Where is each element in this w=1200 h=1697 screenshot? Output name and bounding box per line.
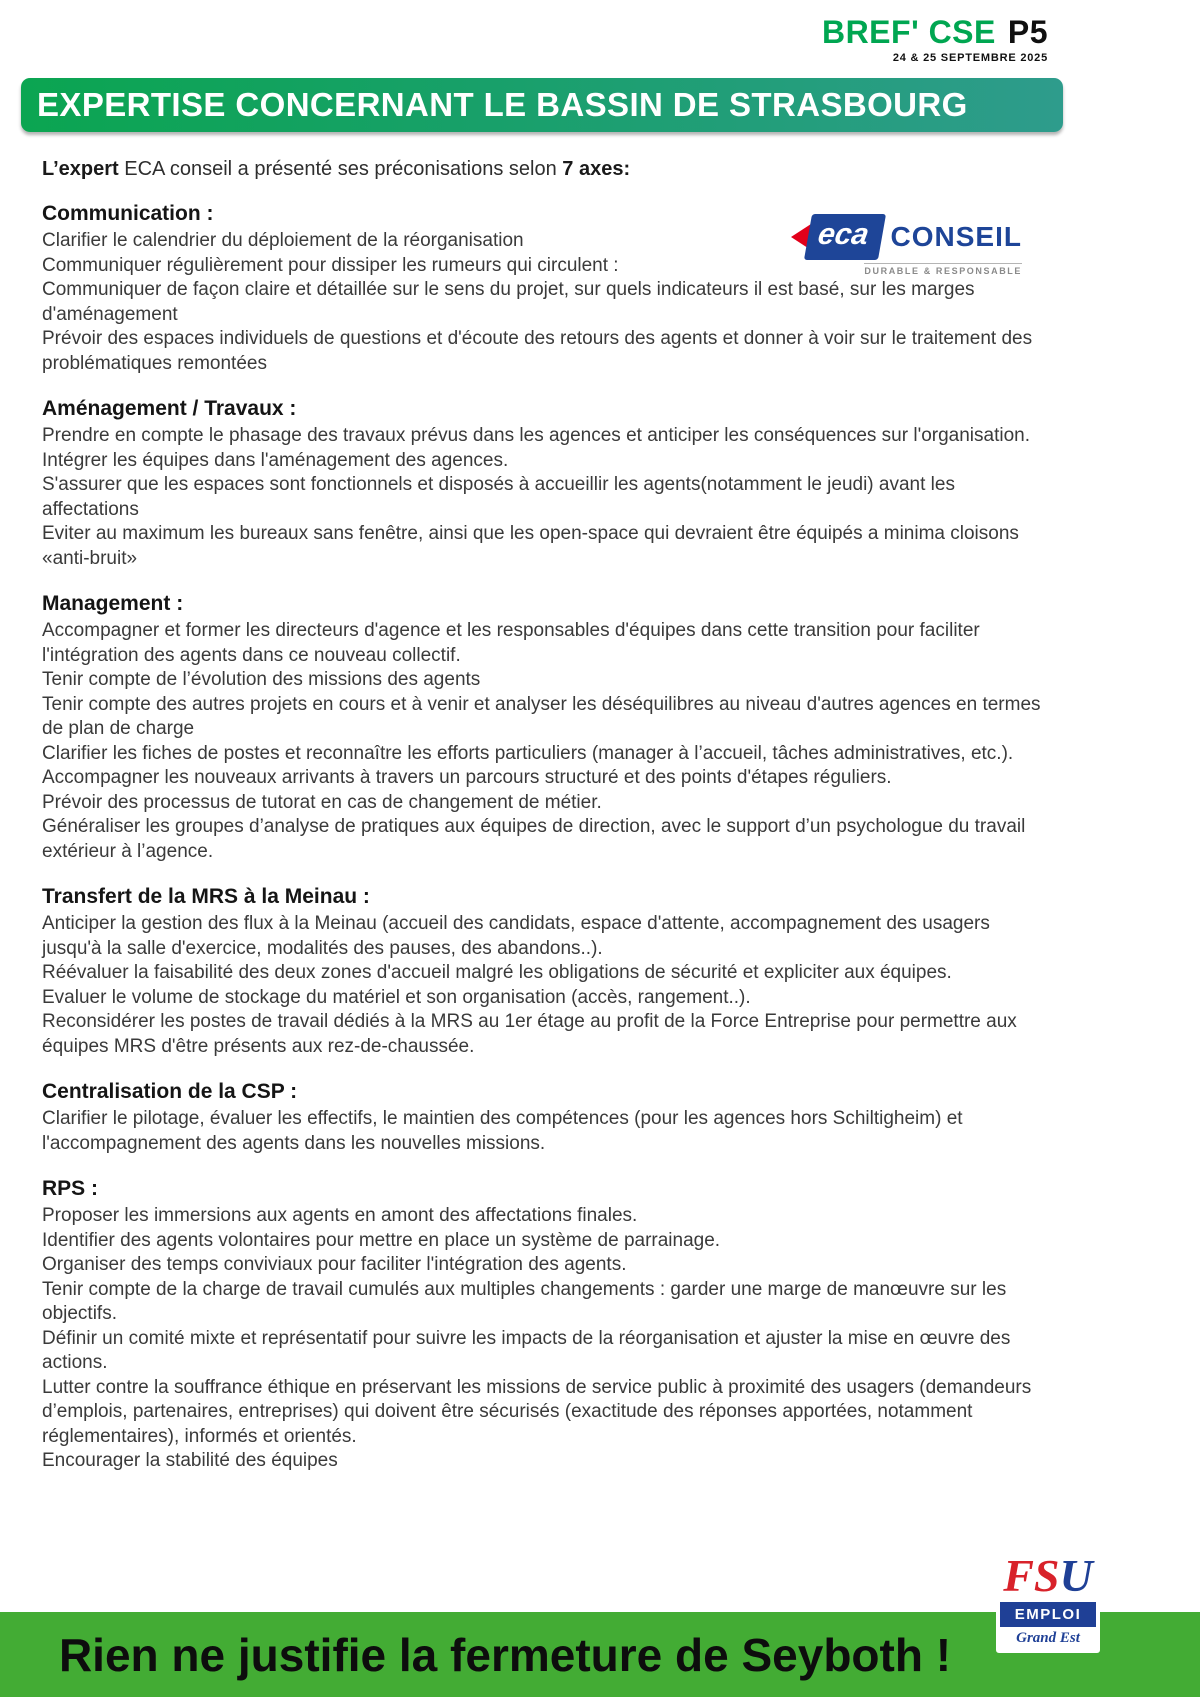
page-number: P5 <box>1007 14 1048 50</box>
eca-conseil-text: CONSEIL <box>890 221 1022 252</box>
fsu-region-label: Grand Est <box>1016 1630 1080 1646</box>
recommendation-line: S'assurer que les espaces sont fonctionnels et disposés à accueillir les agents(notamment le jeudi) avant les affectations <box>42 474 955 520</box>
footer-slogan: Rien ne justifie la fermeture de Seyboth ! <box>58 1628 952 1681</box>
section-heading: Communication : <box>42 202 214 225</box>
fsu-letters-fs: FS <box>1003 1550 1060 1602</box>
page-header <box>0 0 1200 64</box>
section-heading: Aménagement / Travaux : <box>42 397 297 420</box>
recommendation-line: Clarifier les fiches de postes et reconnaître les efforts particuliers (manager à l’accueil, tâches administratives, etc.). <box>42 742 1014 764</box>
recommendation-line: Tenir compte de la charge de travail cumulés aux multiples changements : garder une marge de manœuvre sur les objectifs. <box>42 1278 1007 1324</box>
page-title: EXPERTISE CONCERNANT LE BASSIN DE STRASBOURG <box>37 86 968 123</box>
recommendation-line: Communiquer régulièrement pour dissiper les rumeurs qui circulent : <box>42 254 619 276</box>
recommendation-line: Accompagner et former les directeurs d'agence et les responsables d'équipes dans cette transition pour faciliter l'intégration des agents dans ce nouveau collectif. <box>42 620 980 666</box>
brand-title: BREF' CSE <box>821 14 996 50</box>
recommendation-line: Intégrer les équipes dans l'aménagement des agences. <box>42 449 509 471</box>
recommendation-line: Evaluer le volume de stockage du matériel et son organisation (accès, rangement..). <box>42 986 751 1008</box>
eca-logo-row <box>791 214 1022 260</box>
recommendation-line: Prendre en compte le phasage des travaux prévus dans les agences et anticiper les conséquences sur l'organisation. <box>42 425 1030 446</box>
recommendation-line: Lutter contre la souffrance éthique en préservant les missions de service public à proximité des usagers (demandeurs d’emplois, partenaires, entreprises) qui doivent être sécurisés (exactitude des réponses apportées, notamment réglementaires), informés et orientés. <box>42 1376 1032 1447</box>
eca-wordmark: eca <box>804 214 886 260</box>
recommendation-line: Encourager la stabilité des équipes <box>42 1450 338 1471</box>
sections <box>42 202 1140 1474</box>
intro-text: ECA conseil a présenté ses préconisations selon <box>118 158 563 180</box>
recommendation-line: Définir un comité mixte et représentatif pour suivre les impacts de la réorganisation et ajuster la mise en œuvre des actions. <box>42 1327 1011 1373</box>
title-banner <box>21 78 1063 132</box>
issue-date: 24 & 25 SEPTEMBRE 2025 <box>892 52 1048 64</box>
section-heading: Management : <box>42 592 184 615</box>
recommendation-line: Identifier des agents volontaires pour mettre en place un système de parrainage. <box>42 1229 721 1251</box>
recommendation-line: Anticiper la gestion des flux à la Meinau (accueil des candidats, espace d'attente, accompagnement des usagers jusqu'à la salle d'exercice, modalités des pauses, des abandons..). <box>42 913 990 959</box>
section-management <box>42 592 1140 864</box>
section-heading: Centralisation de la CSP : <box>42 1080 298 1103</box>
eca-conseil-logo <box>791 214 1022 279</box>
recommendation-line: Accompagner les nouveaux arrivants à travers un parcours structuré et des points d'étapes réguliers. <box>42 767 892 788</box>
fsu-wordmark <box>1000 1550 1096 1602</box>
recommendation-line: Clarifier le pilotage, évaluer les effectifs, le maintien des compétences (pour les agences hors Schiltigheim) et l'accompagnement des agents dans les nouvelles missions. <box>42 1108 963 1154</box>
recommendation-line: Réévaluer la faisabilité des deux zones d'accueil malgré les obligations de sécurité et expliciter aux équipes. <box>42 962 952 983</box>
fsu-letter-u: U <box>1059 1550 1093 1602</box>
recommendation-line: Communiquer de façon claire et détaillée sur le sens du projet, sur quels indicateurs il est basé, sur les marges d'aménagement <box>42 279 975 325</box>
eca-tagline: DURABLE & RESPONSABLE <box>864 263 1022 276</box>
recommendation-line: Organiser des temps conviviaux pour faciliter l'intégration des agents. <box>42 1254 627 1275</box>
content <box>0 158 1200 1474</box>
brand-line <box>0 16 1048 48</box>
recommendation-line: Prévoir des processus de tutorat en cas de changement de métier. <box>42 791 602 813</box>
fsu-emploi-label: EMPLOI <box>1000 1602 1096 1627</box>
recommendation-line: Reconsidérer les postes de travail dédiés à la MRS au 1er étage au profit de la Force Entreprise pour permettre aux équipes MRS d'être présents aux rez-de-chaussée. <box>42 1011 1017 1057</box>
recommendation-line: Eviter au maximum les bureaux sans fenêtre, ainsi que les open-space qui devraient être équipés a minima cloisons «anti-bruit» <box>42 523 1019 569</box>
section-amenagement-travaux <box>42 397 1140 571</box>
recommendation-line: Prévoir des espaces individuels de questions et d'écoute des retours des agents et donner à voir sur le traitement des problématiques remontées <box>42 328 1033 374</box>
recommendation-line: Tenir compte des autres projets en cours et à venir et analyser les déséquilibres au niveau d'autres agences en termes de plan de charge <box>42 693 1041 739</box>
section-heading: RPS : <box>42 1177 99 1200</box>
intro-line <box>42 158 1140 181</box>
recommendation-line: Tenir compte de l’évolution des missions des agents <box>42 669 481 690</box>
recommendation-line: Clarifier le calendrier du déploiement de la réorganisation <box>42 230 524 251</box>
intro-bold-axes: 7 axes: <box>562 158 631 180</box>
intro-bold-expert: L’expert <box>42 158 119 180</box>
recommendation-line: Généraliser les groupes d’analyse de pratiques aux équipes de direction, avec le support d’un psychologue du travail extérieur à l’agence. <box>42 816 1026 862</box>
section-rps <box>42 1177 1140 1474</box>
section-centralisation-csp <box>42 1080 1140 1156</box>
section-heading: Transfert de la MRS à la Meinau : <box>42 885 370 908</box>
section-transfert-mrs-meinau <box>42 885 1140 1059</box>
fsu-emploi-logo <box>996 1548 1100 1653</box>
recommendation-line: Proposer les immersions aux agents en amont des affectations finales. <box>42 1205 638 1226</box>
